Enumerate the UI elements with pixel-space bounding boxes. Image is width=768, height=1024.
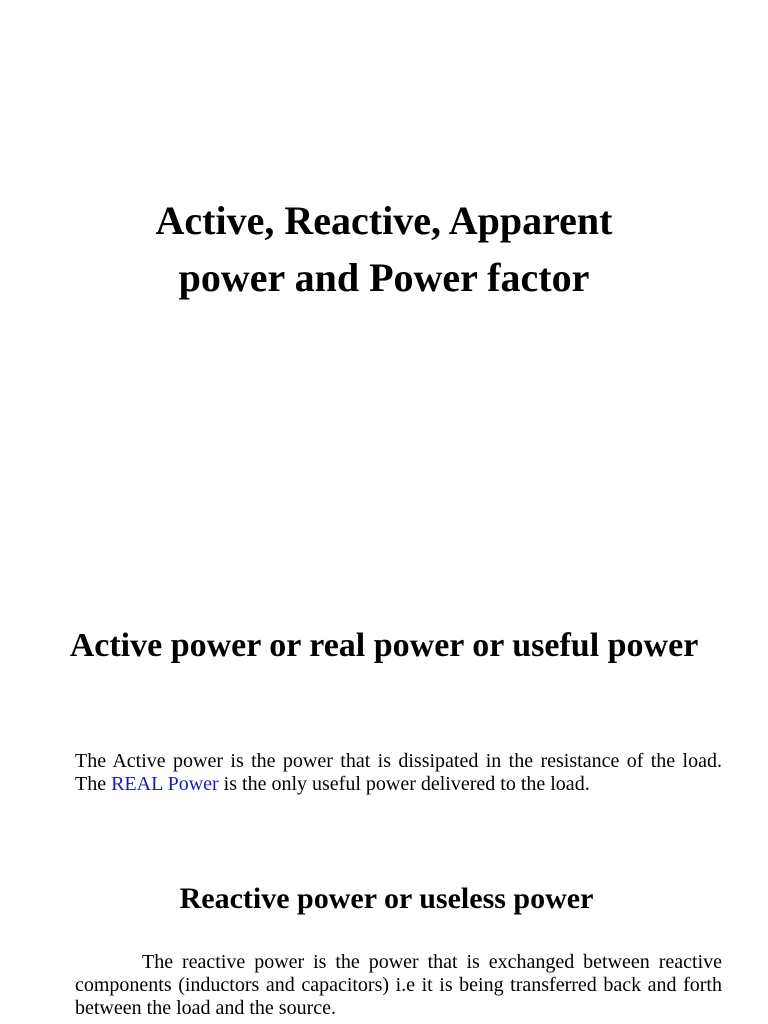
real-power-link[interactable]: REAL Power xyxy=(111,773,219,795)
title-line-2: power and Power factor xyxy=(178,255,590,300)
title-line-1: Active, Reactive, Apparent xyxy=(155,198,613,243)
reactive-power-heading: Reactive power or useless power xyxy=(179,882,594,915)
reactive-power-paragraph: The reactive power is the power that is exchanged between reactive components (inductors and capacitors) i.e it is being transferred back and forth between the load and the source. xyxy=(75,951,722,1019)
active-power-text-end: is the only useful power delivered to the load. xyxy=(218,773,590,795)
active-power-paragraph xyxy=(75,750,722,796)
active-power-text-start: The Active power is the power that is dissipated in the resistance of the load. The xyxy=(75,750,722,795)
active-power-heading: Active power or real power or useful power xyxy=(69,627,699,664)
document-title xyxy=(0,192,768,306)
